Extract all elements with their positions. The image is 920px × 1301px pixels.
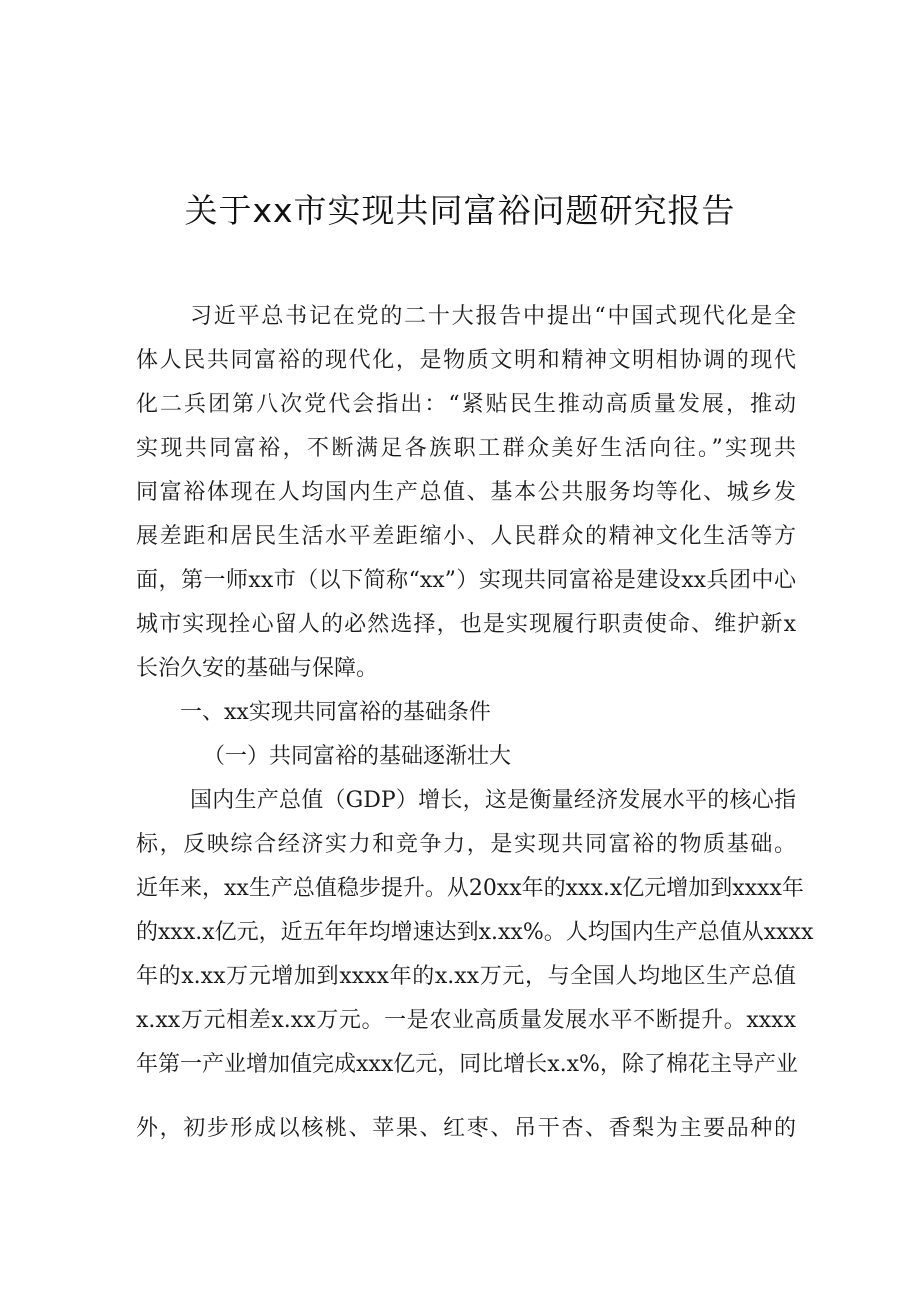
- text-line: 标，反映综合经济实力和竞争力，是实现共同富裕的物质基础。: [136, 832, 796, 857]
- text-line: 展差距和居民生活水平差距缩小、人民群众的精神文化生活等方: [136, 524, 796, 549]
- text-line: 长治久安的基础与保障。: [136, 656, 379, 681]
- text-line: 面，第一师xx市（以下简称“xx”）实现共同富裕是建设xx兵团中心: [136, 568, 796, 593]
- text-line: 年的x.xx万元增加到xxxx年的x.xx万元，与全国人均地区生产总值: [136, 964, 796, 989]
- document-title: 关于xx市实现共同富裕问题研究报告: [184, 191, 736, 230]
- text-line: 实现共同富裕，不断满足各族职工群众美好生活向往。”实现共: [136, 436, 796, 461]
- section-heading: 一、xx实现共同富裕的基础条件: [180, 700, 491, 725]
- text-line: 外，初步形成以核桃、苹果、红枣、吊干杏、香梨为主要品种的: [136, 1116, 796, 1141]
- text-line: 城市实现拴心留人的必然选择，也是实现履行职责使命、维护新x: [136, 612, 796, 637]
- text-line: x.xx万元相差x.xx万元。一是农业高质量发展水平不断提升。xxxx: [136, 1008, 796, 1033]
- text-line: 化二兵团第八次党代会指出：“紧贴民生推动高质量发展，推动: [136, 392, 796, 417]
- text-line: 国内生产总值（GDP）增长，这是衡量经济发展水平的核心指: [190, 788, 796, 813]
- text-line: 体人民共同富裕的现代化，是物质文明和精神文明相协调的现代: [136, 348, 796, 373]
- text-line: 习近平总书记在党的二十大报告中提出“中国式现代化是全: [190, 304, 796, 329]
- text-line: 同富裕体现在人均国内生产总值、基本公共服务均等化、城乡发: [136, 480, 796, 505]
- text-line: 近年来，xx生产总值稳步提升。从20xx年的xxx.x亿元增加到xxxx年: [136, 876, 804, 901]
- subsection-heading: （一）共同富裕的基础逐渐壮大: [203, 744, 512, 769]
- text-line: 年第一产业增加值完成xxx亿元，同比增长x.x%，除了棉花主导产业: [136, 1052, 798, 1077]
- text-line: 的xxx.x亿元，近五年年均增速达到x.xx%。人均国内生产总值从xxxx: [136, 920, 814, 945]
